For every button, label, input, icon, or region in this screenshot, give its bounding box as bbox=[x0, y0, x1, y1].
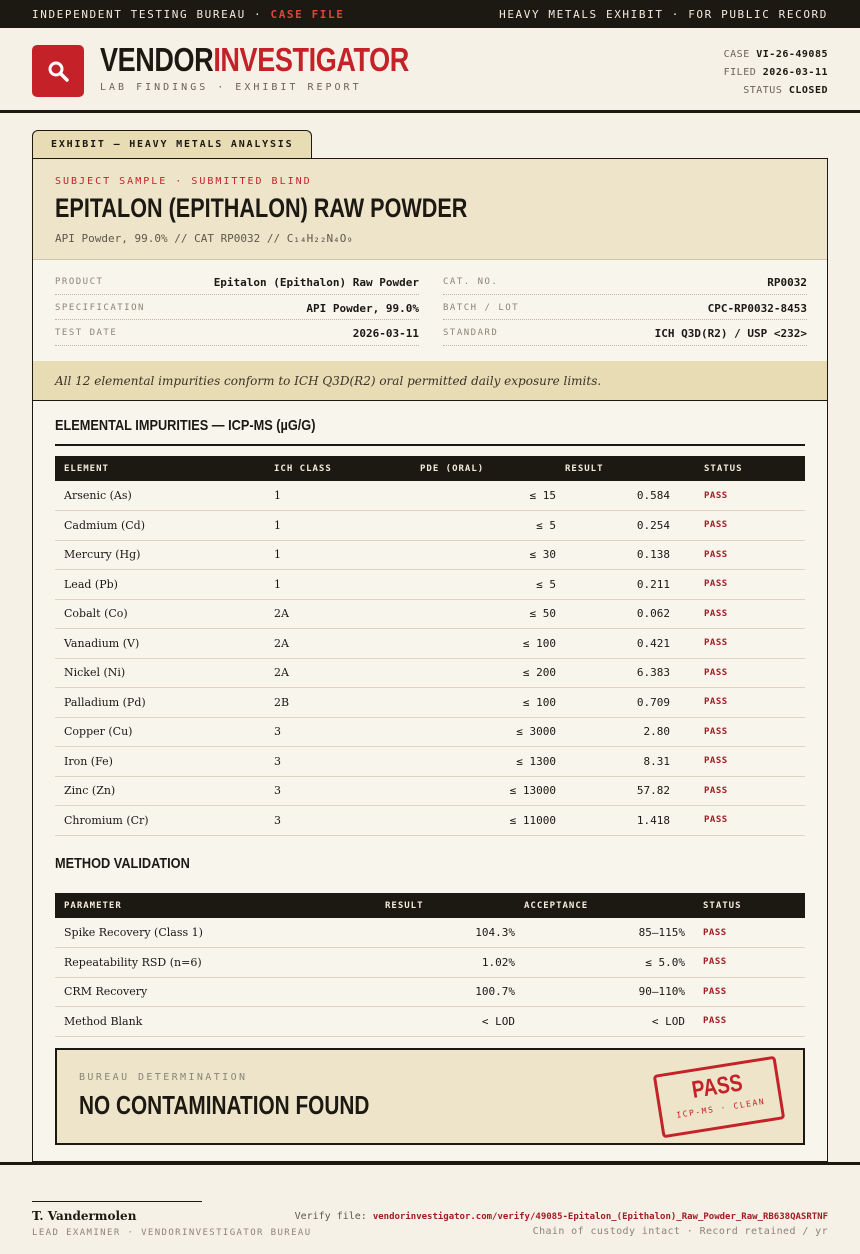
status-badge: PASS bbox=[670, 747, 805, 777]
verify-file bbox=[295, 1211, 828, 1222]
ich-class-cell: 2B bbox=[265, 688, 375, 718]
acceptance-cell: 90–110% bbox=[515, 977, 685, 1007]
determination-kicker: BUREAU DETERMINATION bbox=[79, 1072, 248, 1083]
result-cell: 1.418 bbox=[565, 806, 670, 836]
status-badge: PASS bbox=[670, 570, 805, 600]
element-cell: Nickel (Ni) bbox=[55, 658, 265, 688]
status-badge: PASS bbox=[670, 806, 805, 836]
column-header: PDE (ORAL) bbox=[420, 463, 485, 474]
info-row: CAT. NO. RP0032 bbox=[443, 269, 807, 295]
impurities-table bbox=[55, 456, 805, 836]
element-cell: Mercury (Hg) bbox=[55, 540, 265, 570]
result-cell: 57.82 bbox=[565, 776, 670, 806]
result-cell: 100.7% bbox=[345, 977, 515, 1007]
signer-name: T. Vandermolen bbox=[32, 1209, 137, 1223]
ich-class-cell: 2A bbox=[265, 658, 375, 688]
status-badge: PASS bbox=[670, 540, 805, 570]
conformance-summary bbox=[33, 361, 827, 401]
case-file-label: CASE FILE bbox=[270, 8, 345, 21]
subject-sample bbox=[33, 159, 827, 260]
pde-cell: ≤ 15 bbox=[375, 481, 565, 511]
element-cell: Vanadium (V) bbox=[55, 629, 265, 659]
ich-class-cell: 3 bbox=[265, 806, 375, 836]
result-cell: 2.80 bbox=[565, 717, 670, 747]
impurities-title: ELEMENTAL IMPURITIES — ICP-MS (µG/G) bbox=[55, 417, 316, 434]
stamp-sub: ICP-MS · CLEAN bbox=[675, 1096, 766, 1120]
element-cell: Zinc (Zn) bbox=[55, 776, 265, 806]
ich-class-cell: 1 bbox=[265, 481, 375, 511]
ich-class-cell: 3 bbox=[265, 776, 375, 806]
column-header: ACCEPTANCE bbox=[524, 900, 589, 911]
result-cell: 0.584 bbox=[565, 481, 670, 511]
case-meta bbox=[724, 46, 828, 100]
ich-class-cell: 1 bbox=[265, 540, 375, 570]
info-row: SPECIFICATION API Powder, 99.0% bbox=[55, 295, 419, 321]
table-row bbox=[55, 776, 805, 806]
info-row: BATCH / LOT CPC-RP0032-8453 bbox=[443, 295, 807, 321]
verify-link[interactable]: vendorinvestigator.com/verify/49085-Epitalon_(Epithalon)_Raw_Powder_Raw_RB638QASRTNF bbox=[372, 1212, 828, 1222]
signature-line bbox=[32, 1201, 202, 1202]
subject-spec-line: API Powder, 99.0% // CAT RP0032 // C₁₄H₂₂N₄O₉ bbox=[55, 232, 354, 245]
ich-class-cell: 3 bbox=[265, 747, 375, 777]
status-badge: PASS bbox=[670, 481, 805, 511]
element-cell: Arsenic (As) bbox=[55, 481, 265, 511]
table-header-row bbox=[55, 893, 805, 918]
info-left bbox=[55, 269, 419, 346]
info-row: PRODUCT Epitalon (Epithalon) Raw Powder bbox=[55, 269, 419, 295]
pde-cell: ≤ 3000 bbox=[375, 717, 565, 747]
column-header: ICH CLASS bbox=[274, 463, 332, 474]
bureau-label: INDEPENDENT TESTING BUREAU · bbox=[32, 8, 263, 21]
subject-title: EPITALON (EPITHALON) RAW POWDER bbox=[55, 193, 468, 223]
ich-class-cell: 3 bbox=[265, 717, 375, 747]
table-row bbox=[55, 918, 805, 948]
column-header: STATUS bbox=[704, 463, 743, 474]
status-badge: PASS bbox=[685, 977, 805, 1007]
result-cell: 0.062 bbox=[565, 599, 670, 629]
top-bar bbox=[0, 0, 860, 28]
table-row bbox=[55, 806, 805, 836]
result-cell: < LOD bbox=[345, 1007, 515, 1037]
validation-table bbox=[55, 893, 805, 1037]
parameter-cell: Method Blank bbox=[55, 1007, 345, 1037]
validation-title: METHOD VALIDATION bbox=[55, 855, 190, 872]
ich-class-cell: 1 bbox=[265, 570, 375, 600]
status-badge: PASS bbox=[670, 776, 805, 806]
top-bar-right: HEAVY METALS EXHIBIT · FOR PUBLIC RECORD bbox=[499, 8, 828, 21]
column-header: PARAMETER bbox=[64, 900, 122, 911]
brand-name bbox=[100, 40, 477, 79]
table-row bbox=[55, 747, 805, 777]
table-row bbox=[55, 629, 805, 659]
brand-name-part1: VENDOR bbox=[100, 41, 214, 78]
table-row bbox=[55, 658, 805, 688]
result-cell: 0.709 bbox=[565, 688, 670, 718]
pde-cell: ≤ 1300 bbox=[375, 747, 565, 777]
logo bbox=[32, 45, 84, 97]
top-bar-left bbox=[32, 8, 344, 21]
result-cell: 0.254 bbox=[565, 511, 670, 541]
pde-cell: ≤ 13000 bbox=[375, 776, 565, 806]
subject-kicker: SUBJECT SAMPLE · SUBMITTED BLIND bbox=[55, 176, 312, 187]
status-badge: PASS bbox=[670, 629, 805, 659]
stamp-main: PASS bbox=[690, 1069, 745, 1104]
result-cell: 0.211 bbox=[565, 570, 670, 600]
status-badge: PASS bbox=[670, 511, 805, 541]
table-row bbox=[55, 1007, 805, 1037]
result-cell: 8.31 bbox=[565, 747, 670, 777]
footer-rule bbox=[0, 1162, 860, 1165]
element-cell: Chromium (Cr) bbox=[55, 806, 265, 836]
table-row bbox=[55, 511, 805, 541]
result-cell: 0.421 bbox=[565, 629, 670, 659]
determination-verdict: NO CONTAMINATION FOUND bbox=[79, 1090, 370, 1120]
status-badge: PASS bbox=[685, 918, 805, 948]
pde-cell: ≤ 200 bbox=[375, 658, 565, 688]
element-cell: Cadmium (Cd) bbox=[55, 511, 265, 541]
pde-cell: ≤ 100 bbox=[375, 629, 565, 659]
ich-class-cell: 2A bbox=[265, 629, 375, 659]
exhibit-panel bbox=[32, 158, 828, 1162]
pde-cell: ≤ 5 bbox=[375, 570, 565, 600]
column-header: RESULT bbox=[565, 463, 604, 474]
table-row bbox=[55, 717, 805, 747]
table-row bbox=[55, 599, 805, 629]
status-badge: PASS bbox=[670, 658, 805, 688]
status-badge: PASS bbox=[670, 717, 805, 747]
table-row bbox=[55, 570, 805, 600]
brand-name-part2: INVESTIGATOR bbox=[213, 41, 409, 78]
result-cell: 6.383 bbox=[565, 658, 670, 688]
ich-class-cell: 2A bbox=[265, 599, 375, 629]
result-cell: 0.138 bbox=[565, 540, 670, 570]
parameter-cell: CRM Recovery bbox=[55, 977, 345, 1007]
status-badge: PASS bbox=[685, 1007, 805, 1037]
element-cell: Cobalt (Co) bbox=[55, 599, 265, 629]
result-cell: 104.3% bbox=[345, 918, 515, 948]
impurities-rule bbox=[55, 444, 805, 446]
parameter-cell: Repeatability RSD (n=6) bbox=[55, 948, 345, 978]
acceptance-cell: ≤ 5.0% bbox=[515, 948, 685, 978]
pde-cell: ≤ 100 bbox=[375, 688, 565, 718]
element-cell: Palladium (Pd) bbox=[55, 688, 265, 718]
element-cell: Copper (Cu) bbox=[55, 717, 265, 747]
signer-role: LEAD EXAMINER · VENDORINVESTIGATOR BUREAU bbox=[32, 1228, 312, 1238]
filed-date: FILED 2026-03-11 bbox=[723, 67, 828, 78]
column-header: STATUS bbox=[703, 900, 742, 911]
status-badge: PASS bbox=[670, 599, 805, 629]
magnifier-icon bbox=[46, 59, 70, 83]
table-row bbox=[55, 977, 805, 1007]
table-header-row bbox=[55, 456, 805, 481]
table-row bbox=[55, 688, 805, 718]
element-cell: Iron (Fe) bbox=[55, 747, 265, 777]
element-cell: Lead (Pb) bbox=[55, 570, 265, 600]
table-row bbox=[55, 540, 805, 570]
result-cell: 1.02% bbox=[345, 948, 515, 978]
case-number: CASE VI-26-49085 bbox=[723, 49, 828, 60]
verify-label: Verify file: bbox=[294, 1211, 367, 1222]
bureau-determination bbox=[55, 1048, 805, 1145]
brand-subtitle: LAB FINDINGS · EXHIBIT REPORT bbox=[100, 82, 362, 93]
table-row bbox=[55, 481, 805, 511]
parameter-cell: Spike Recovery (Class 1) bbox=[55, 918, 345, 948]
exhibit-tab: EXHIBIT — HEAVY METALS ANALYSIS bbox=[32, 130, 312, 159]
summary-text: All 12 elemental impurities conform to ICH Q3D(R2) oral permitted daily exposure limits. bbox=[55, 374, 602, 388]
acceptance-cell: < LOD bbox=[515, 1007, 685, 1037]
pde-cell: ≤ 5 bbox=[375, 511, 565, 541]
info-right bbox=[443, 269, 807, 346]
pde-cell: ≤ 50 bbox=[375, 599, 565, 629]
case-status: STATUS CLOSED bbox=[743, 85, 828, 96]
table-row bbox=[55, 948, 805, 978]
header bbox=[0, 28, 860, 113]
status-badge: PASS bbox=[670, 688, 805, 718]
pde-cell: ≤ 30 bbox=[375, 540, 565, 570]
acceptance-cell: 85–115% bbox=[515, 918, 685, 948]
status-badge: PASS bbox=[685, 948, 805, 978]
custody-note: Chain of custody intact · Record retained / yr bbox=[532, 1226, 828, 1237]
column-header: ELEMENT bbox=[64, 463, 109, 474]
column-header: RESULT bbox=[385, 900, 424, 911]
info-row: TEST DATE 2026-03-11 bbox=[55, 320, 419, 346]
pass-stamp bbox=[653, 1056, 785, 1139]
pde-cell: ≤ 11000 bbox=[375, 806, 565, 836]
info-row: STANDARD ICH Q3D(R2) / USP <232> bbox=[443, 320, 807, 346]
ich-class-cell: 1 bbox=[265, 511, 375, 541]
